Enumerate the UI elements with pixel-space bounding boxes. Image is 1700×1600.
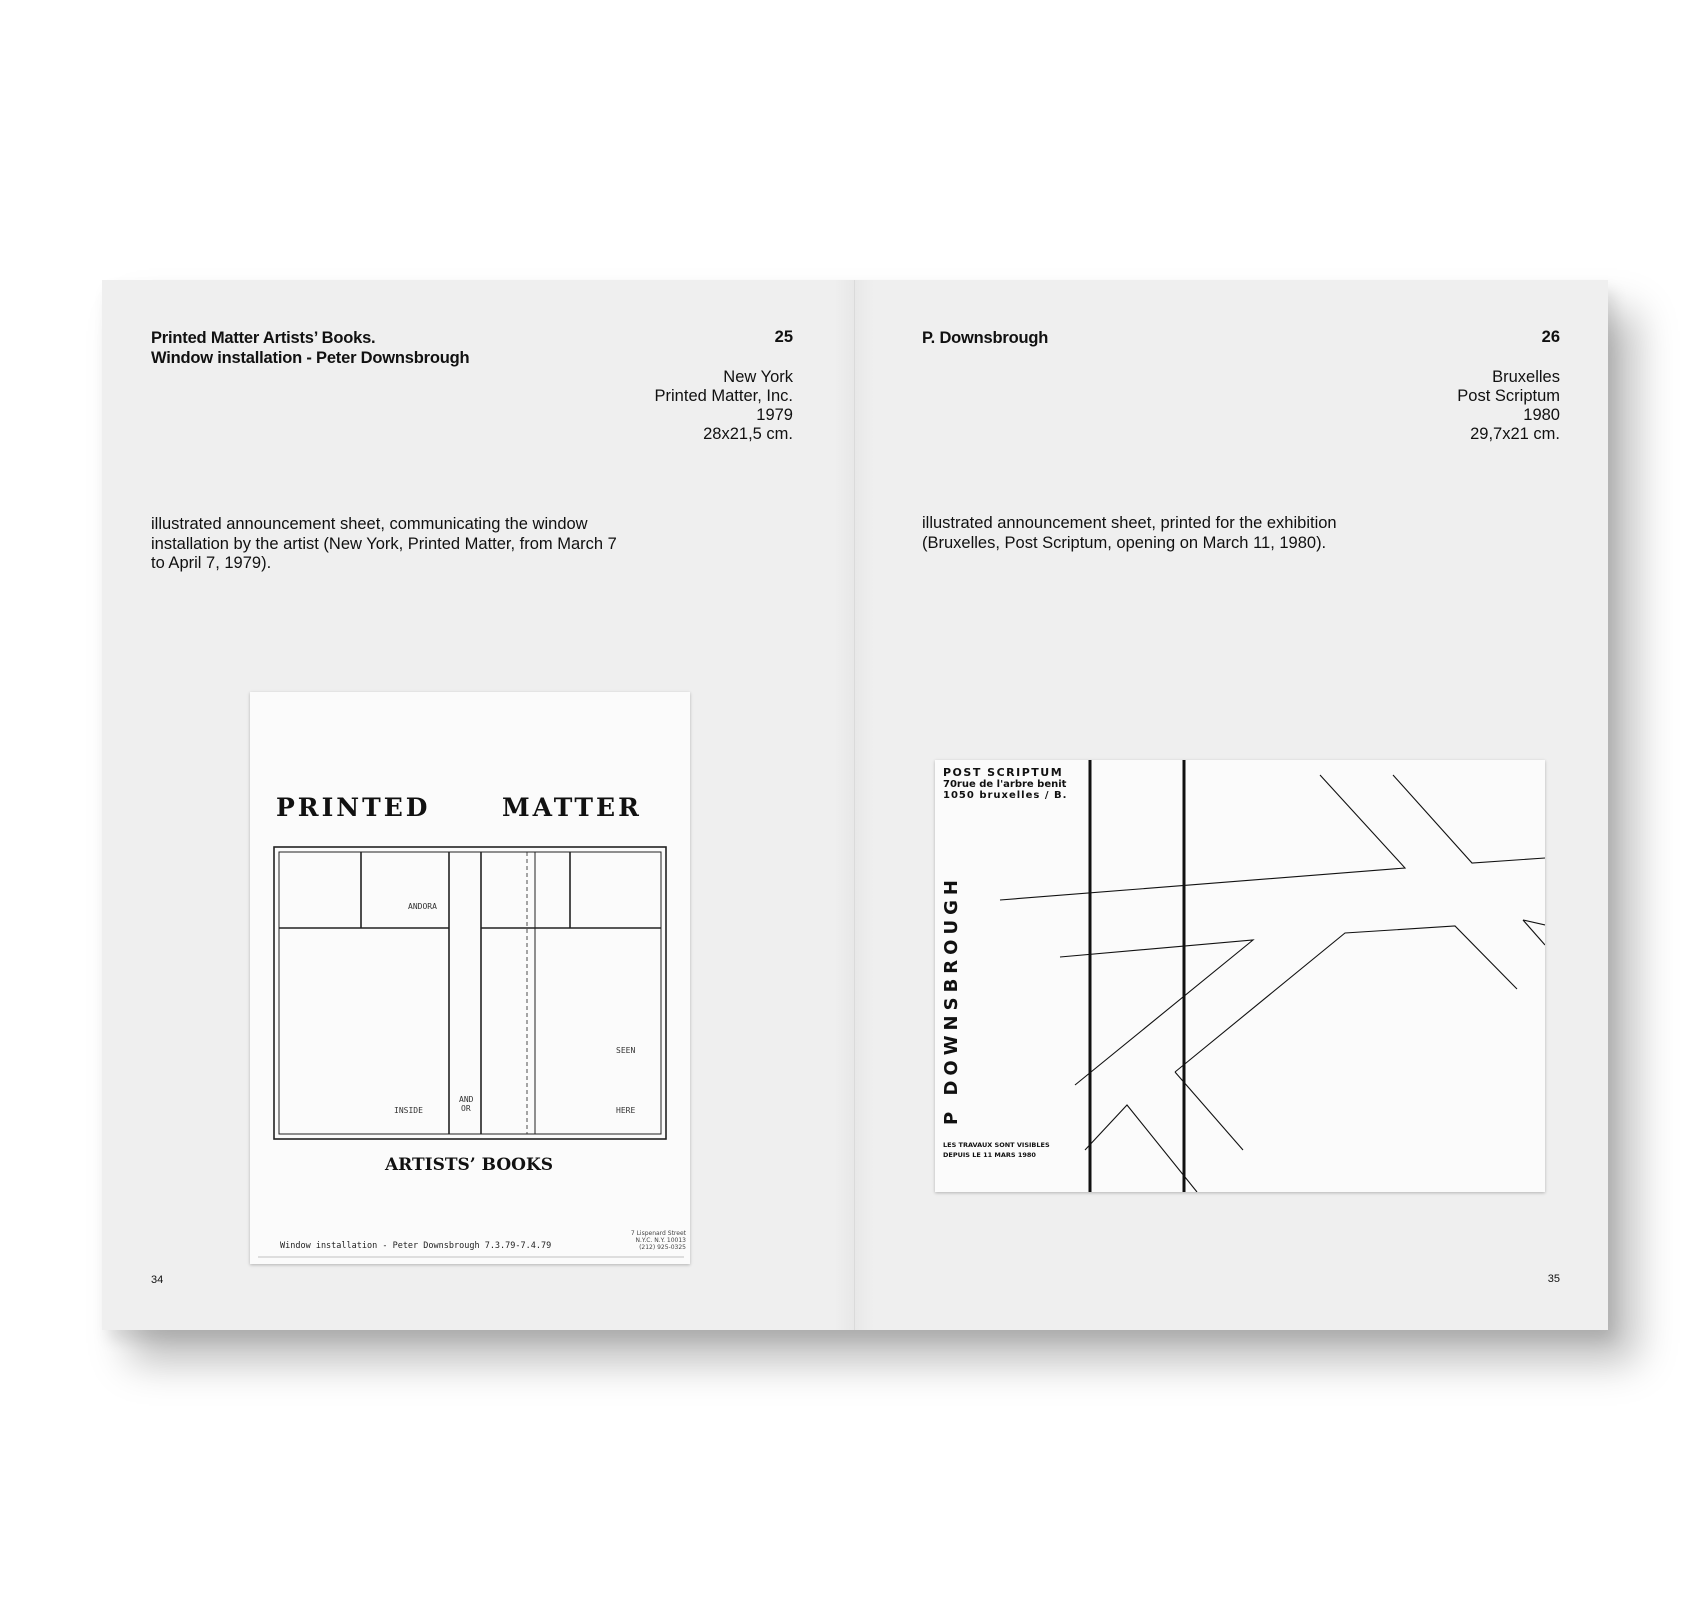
meta-year: 1979 — [756, 406, 793, 424]
page-number: 34 — [151, 1274, 164, 1286]
meta-place: New York — [723, 368, 793, 386]
meta-publisher: Printed Matter, Inc. — [654, 387, 793, 405]
meta-place: Bruxelles — [1492, 368, 1560, 386]
perspective-lines — [1000, 760, 1545, 1192]
art-city: 1050 bruxelles / B. — [943, 790, 1068, 801]
book-spread — [102, 280, 1608, 1330]
description-line: (Bruxelles, Post Scriptum, opening on March 11, 1980). — [922, 533, 1327, 552]
right-page — [855, 280, 1608, 1330]
art-subtitle: ARTISTS’ BOOKS — [384, 1155, 554, 1175]
art-vertical-name: P DOWNSBROUGH — [941, 875, 962, 1125]
page-number: 35 — [1547, 1273, 1560, 1285]
meta-size: 28x21,5 cm. — [703, 425, 793, 443]
left-page — [102, 280, 855, 1330]
entry-title-line1: Printed Matter Artists’ Books. — [151, 329, 376, 347]
entry-description — [922, 514, 1337, 553]
printed-matter-announcement-image — [250, 692, 690, 1264]
art-address-line: (212) 925-0325 — [639, 1244, 686, 1251]
description-line: to April 7, 1979). — [151, 554, 272, 572]
art-label-inside: INSIDE — [394, 1106, 423, 1115]
post-scriptum-announcement-image — [935, 760, 1545, 1192]
entry-title: P. Downsbrough — [922, 329, 1049, 347]
description-line: illustrated announcement sheet, printed for the exhibition — [922, 514, 1337, 532]
entry-number: 26 — [1541, 328, 1560, 346]
art-notice-line2: DEPUIS LE 11 MARS 1980 — [943, 1151, 1036, 1159]
art-label-here: HERE — [616, 1106, 636, 1115]
entry-number: 25 — [774, 328, 793, 346]
art-label-seen: SEEN — [616, 1046, 636, 1055]
art-street: 70rue de l'arbre benit — [943, 779, 1067, 790]
entry-title — [151, 328, 469, 368]
art-label-and: AND — [459, 1095, 474, 1104]
entry-meta — [1457, 368, 1560, 444]
entry-description — [151, 515, 617, 574]
meta-year: 1980 — [1523, 406, 1560, 424]
art-heading-left: PRINTED — [276, 793, 431, 822]
meta-publisher: Post Scriptum — [1457, 387, 1560, 405]
art-footer: Window installation - Peter Downsbrough 7.3.79-7.4.79 — [280, 1241, 552, 1251]
entry-title-line2: Window installation - Peter Downsbrough — [151, 349, 470, 367]
description-line: illustrated announcement sheet, communicating the window — [151, 515, 588, 533]
art-address-line: 7 Lispenard Street — [630, 1230, 686, 1237]
art-address-line: N.Y.C. N.Y. 10013 — [635, 1237, 686, 1244]
post-scriptum-artwork — [935, 760, 1545, 1192]
art-venue: POST SCRIPTUM — [943, 766, 1064, 779]
description-line: installation by the artist (New York, Printed Matter, from March 7 — [151, 534, 617, 553]
printed-matter-artwork — [250, 692, 690, 1264]
meta-size: 29,7x21 cm. — [1470, 425, 1560, 443]
art-label-andora: ANDORA — [408, 902, 437, 911]
entry-meta — [655, 368, 793, 444]
art-notice-line1: LES TRAVAUX SONT VISIBLES — [943, 1141, 1050, 1149]
art-label-or: OR — [461, 1104, 471, 1113]
art-heading-right: MATTER — [502, 793, 642, 822]
